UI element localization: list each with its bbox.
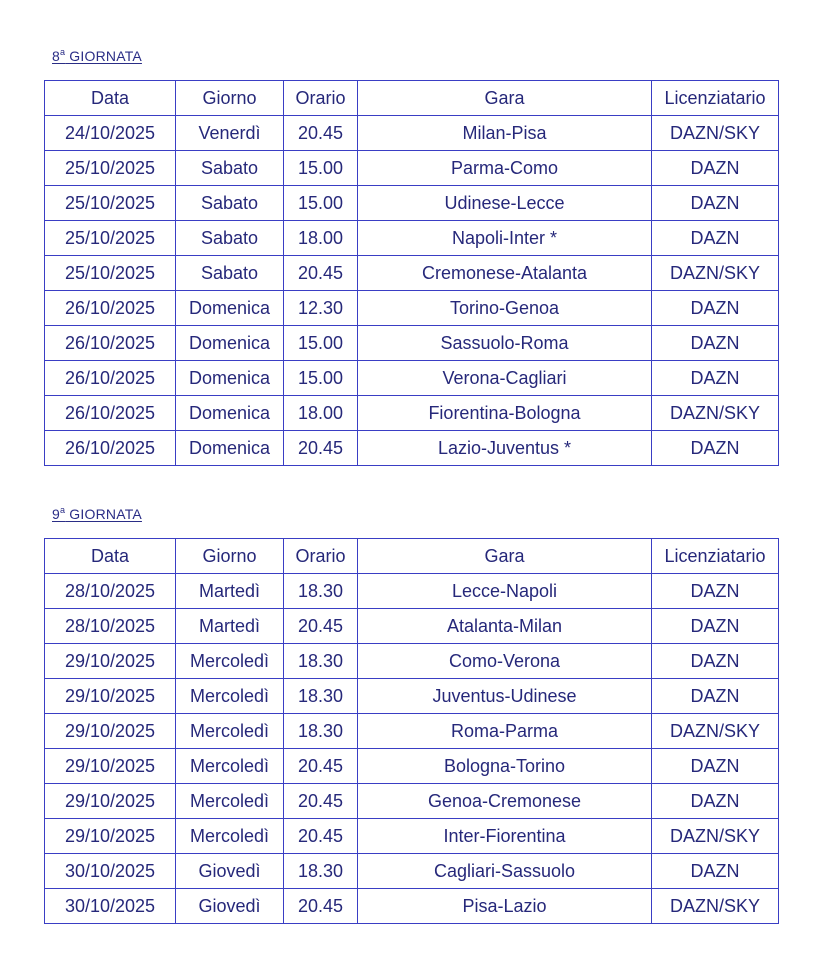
cell-licenziatario: DAZN: [652, 854, 779, 889]
cell-data: 30/10/2025: [45, 889, 176, 924]
table-header-row: [45, 81, 779, 116]
schedule-table: [44, 538, 779, 924]
cell-data: 25/10/2025: [45, 186, 176, 221]
table-row: [45, 116, 779, 151]
cell-orario: 20.45: [284, 256, 358, 291]
cell-gara: Milan-Pisa: [358, 116, 652, 151]
column-header-data: Data: [45, 539, 176, 574]
cell-giorno: Domenica: [176, 361, 284, 396]
cell-orario: 18.30: [284, 644, 358, 679]
cell-giorno: Giovedì: [176, 854, 284, 889]
cell-giorno: Mercoledì: [176, 714, 284, 749]
cell-licenziatario: DAZN/SKY: [652, 256, 779, 291]
cell-data: 30/10/2025: [45, 854, 176, 889]
giornata-9-heading: [52, 506, 142, 522]
cell-licenziatario: DAZN: [652, 431, 779, 466]
cell-giorno: Sabato: [176, 151, 284, 186]
table-row: [45, 889, 779, 924]
cell-orario: 18.30: [284, 679, 358, 714]
column-header-licenziatario: Licenziatario: [652, 81, 779, 116]
cell-orario: 20.45: [284, 784, 358, 819]
ordinal-indicator: a: [60, 47, 66, 57]
cell-licenziatario: DAZN/SKY: [652, 116, 779, 151]
cell-licenziatario: DAZN: [652, 644, 779, 679]
cell-data: 29/10/2025: [45, 714, 176, 749]
table-row: [45, 644, 779, 679]
cell-data: 26/10/2025: [45, 431, 176, 466]
cell-orario: 20.45: [284, 116, 358, 151]
column-header-orario: Orario: [284, 539, 358, 574]
column-header-orario: Orario: [284, 81, 358, 116]
cell-licenziatario: DAZN/SKY: [652, 396, 779, 431]
giornata-label: GIORNATA: [65, 506, 142, 522]
table-row: [45, 361, 779, 396]
cell-orario: 18.30: [284, 714, 358, 749]
cell-licenziatario: DAZN/SKY: [652, 819, 779, 854]
giornata-8-schedule: [44, 80, 779, 466]
cell-orario: 20.45: [284, 431, 358, 466]
table-row: [45, 256, 779, 291]
cell-giorno: Mercoledì: [176, 644, 284, 679]
cell-giorno: Mercoledì: [176, 679, 284, 714]
cell-orario: 20.45: [284, 749, 358, 784]
table-row: [45, 151, 779, 186]
cell-orario: 18.30: [284, 854, 358, 889]
cell-data: 29/10/2025: [45, 819, 176, 854]
cell-gara: Atalanta-Milan: [358, 609, 652, 644]
cell-gara: Cremonese-Atalanta: [358, 256, 652, 291]
cell-giorno: Mercoledì: [176, 749, 284, 784]
cell-giorno: Sabato: [176, 256, 284, 291]
giornata-number: 8: [52, 48, 60, 64]
cell-gara: Napoli-Inter *: [358, 221, 652, 256]
cell-giorno: Domenica: [176, 431, 284, 466]
column-header-licenziatario: Licenziatario: [652, 539, 779, 574]
table-row: [45, 784, 779, 819]
cell-data: 25/10/2025: [45, 221, 176, 256]
schedule-table: [44, 80, 779, 466]
cell-giorno: Martedì: [176, 574, 284, 609]
cell-data: 26/10/2025: [45, 361, 176, 396]
cell-gara: Lazio-Juventus *: [358, 431, 652, 466]
cell-gara: Lecce-Napoli: [358, 574, 652, 609]
cell-orario: 12.30: [284, 291, 358, 326]
cell-data: 29/10/2025: [45, 644, 176, 679]
cell-licenziatario: DAZN: [652, 749, 779, 784]
cell-giorno: Domenica: [176, 291, 284, 326]
cell-orario: 15.00: [284, 361, 358, 396]
table-row: [45, 291, 779, 326]
cell-licenziatario: DAZN: [652, 574, 779, 609]
cell-gara: Udinese-Lecce: [358, 186, 652, 221]
cell-giorno: Mercoledì: [176, 819, 284, 854]
table-row: [45, 609, 779, 644]
column-header-giorno: Giorno: [176, 539, 284, 574]
table-row: [45, 326, 779, 361]
cell-gara: Pisa-Lazio: [358, 889, 652, 924]
table-row: [45, 574, 779, 609]
cell-licenziatario: DAZN: [652, 186, 779, 221]
cell-licenziatario: DAZN: [652, 221, 779, 256]
cell-orario: 15.00: [284, 151, 358, 186]
cell-data: 24/10/2025: [45, 116, 176, 151]
cell-data: 29/10/2025: [45, 784, 176, 819]
table-row: [45, 749, 779, 784]
table-row: [45, 714, 779, 749]
cell-orario: 15.00: [284, 186, 358, 221]
cell-orario: 15.00: [284, 326, 358, 361]
cell-licenziatario: DAZN: [652, 326, 779, 361]
cell-gara: Inter-Fiorentina: [358, 819, 652, 854]
column-header-gara: Gara: [358, 81, 652, 116]
table-row: [45, 819, 779, 854]
column-header-data: Data: [45, 81, 176, 116]
cell-gara: Verona-Cagliari: [358, 361, 652, 396]
cell-orario: 18.00: [284, 221, 358, 256]
giornata-label: GIORNATA: [65, 48, 142, 64]
table-row: [45, 431, 779, 466]
cell-giorno: Sabato: [176, 221, 284, 256]
cell-gara: Roma-Parma: [358, 714, 652, 749]
giornata-9-schedule: [44, 538, 779, 924]
cell-gara: Como-Verona: [358, 644, 652, 679]
cell-licenziatario: DAZN: [652, 291, 779, 326]
cell-data: 28/10/2025: [45, 609, 176, 644]
cell-gara: Juventus-Udinese: [358, 679, 652, 714]
cell-orario: 20.45: [284, 609, 358, 644]
cell-licenziatario: DAZN/SKY: [652, 714, 779, 749]
cell-orario: 20.45: [284, 889, 358, 924]
cell-orario: 18.00: [284, 396, 358, 431]
cell-giorno: Domenica: [176, 396, 284, 431]
cell-gara: Genoa-Cremonese: [358, 784, 652, 819]
cell-giorno: Giovedì: [176, 889, 284, 924]
cell-data: 29/10/2025: [45, 679, 176, 714]
cell-gara: Cagliari-Sassuolo: [358, 854, 652, 889]
table-row: [45, 186, 779, 221]
cell-licenziatario: DAZN: [652, 679, 779, 714]
table-row: [45, 854, 779, 889]
cell-licenziatario: DAZN: [652, 361, 779, 396]
table-header-row: [45, 539, 779, 574]
cell-data: 25/10/2025: [45, 256, 176, 291]
cell-giorno: Martedì: [176, 609, 284, 644]
cell-giorno: Sabato: [176, 186, 284, 221]
cell-gara: Sassuolo-Roma: [358, 326, 652, 361]
ordinal-indicator: a: [60, 505, 66, 515]
giornata-number: 9: [52, 506, 60, 522]
column-header-giorno: Giorno: [176, 81, 284, 116]
cell-licenziatario: DAZN: [652, 151, 779, 186]
cell-licenziatario: DAZN: [652, 784, 779, 819]
giornata-8-heading: [52, 48, 142, 64]
table-row: [45, 679, 779, 714]
table-row: [45, 221, 779, 256]
table-body: [45, 574, 779, 924]
table-row: [45, 396, 779, 431]
cell-licenziatario: DAZN/SKY: [652, 889, 779, 924]
cell-data: 25/10/2025: [45, 151, 176, 186]
column-header-gara: Gara: [358, 539, 652, 574]
cell-data: 28/10/2025: [45, 574, 176, 609]
cell-data: 26/10/2025: [45, 291, 176, 326]
table-body: [45, 116, 779, 466]
cell-data: 26/10/2025: [45, 326, 176, 361]
cell-gara: Parma-Como: [358, 151, 652, 186]
cell-gara: Bologna-Torino: [358, 749, 652, 784]
cell-data: 29/10/2025: [45, 749, 176, 784]
cell-giorno: Venerdì: [176, 116, 284, 151]
cell-orario: 18.30: [284, 574, 358, 609]
cell-gara: Torino-Genoa: [358, 291, 652, 326]
cell-licenziatario: DAZN: [652, 609, 779, 644]
cell-giorno: Mercoledì: [176, 784, 284, 819]
cell-orario: 20.45: [284, 819, 358, 854]
cell-gara: Fiorentina-Bologna: [358, 396, 652, 431]
cell-giorno: Domenica: [176, 326, 284, 361]
cell-data: 26/10/2025: [45, 396, 176, 431]
